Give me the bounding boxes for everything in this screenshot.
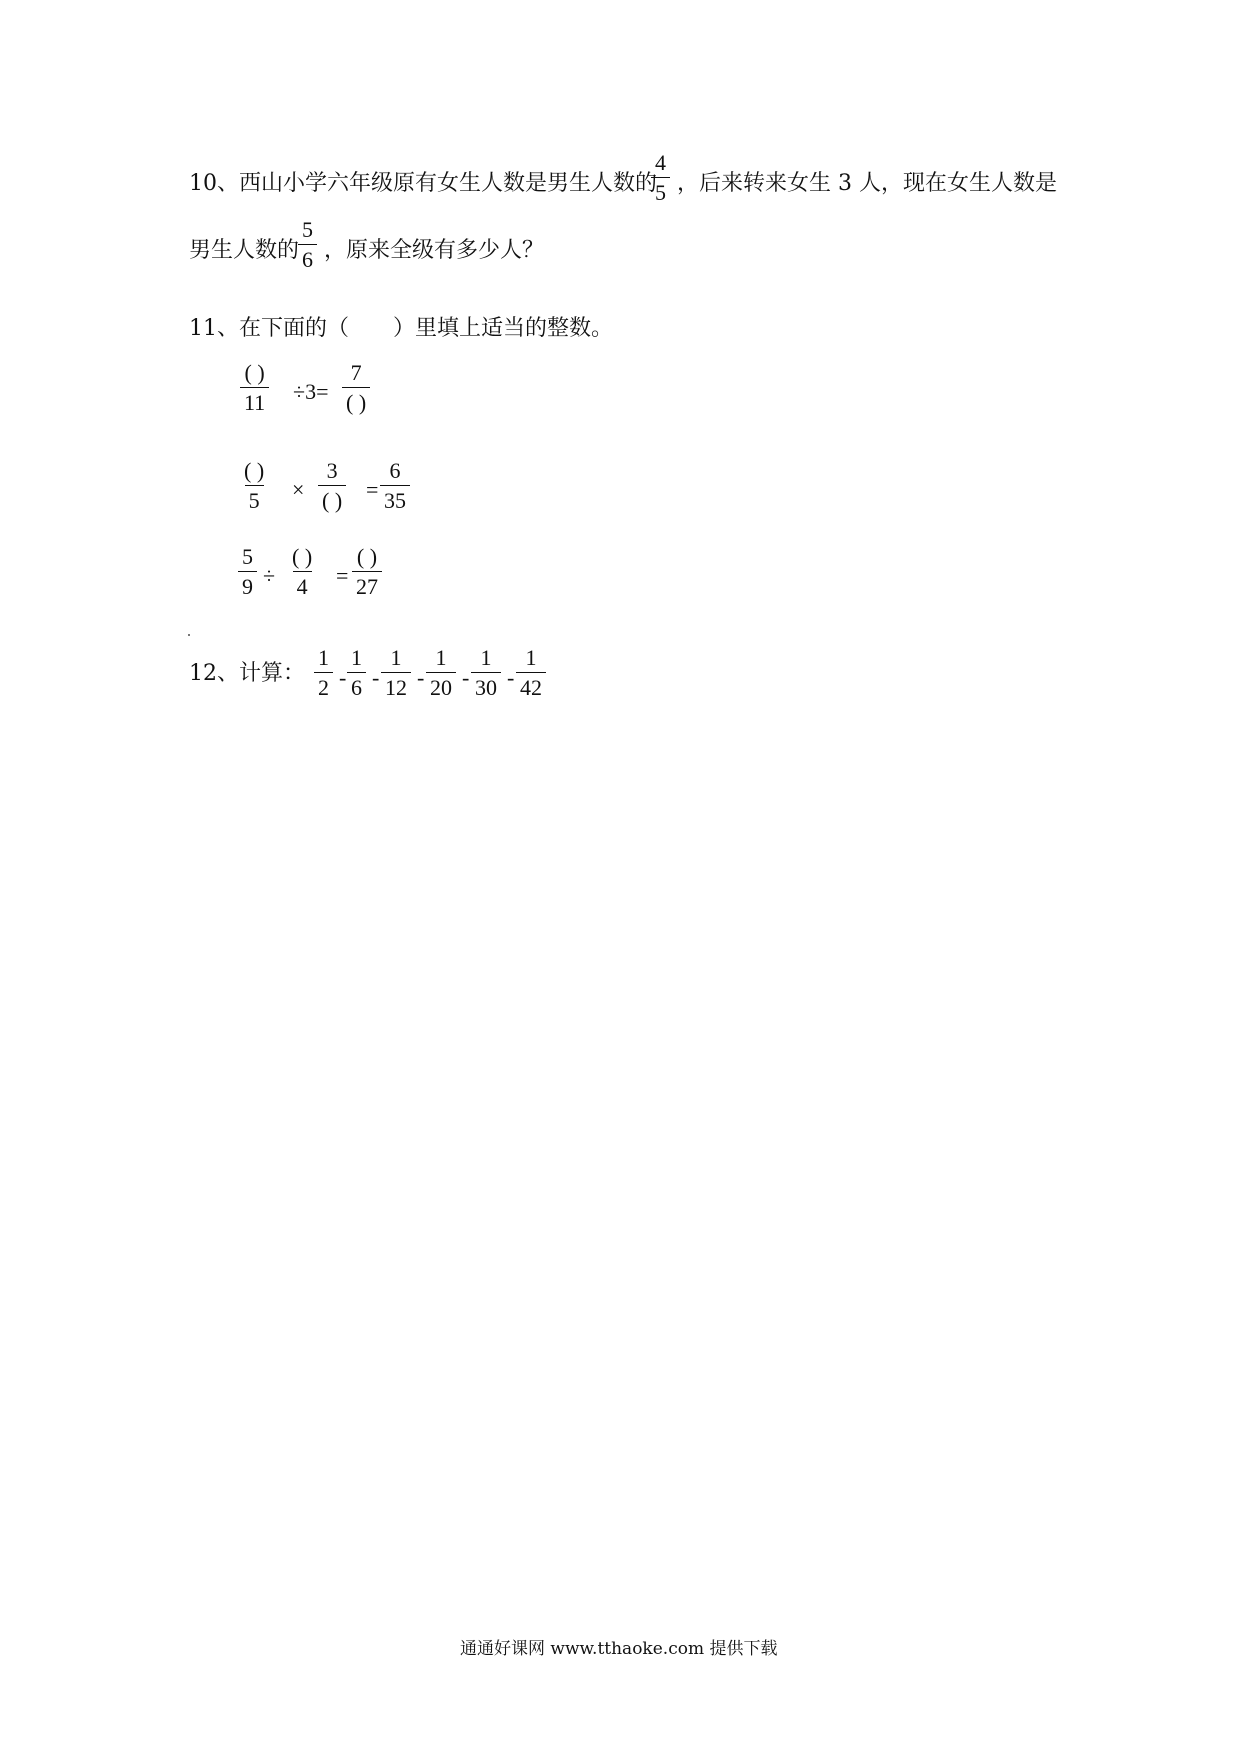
fraction-denominator: 35 [380, 485, 410, 512]
q12-minus-2: - [372, 665, 380, 690]
q11-eq3-operator-2: = [336, 563, 349, 588]
fraction-denominator: 2 [314, 672, 333, 699]
fraction-numerator: 1 [525, 645, 537, 670]
q11-eq2-operator-2: = [366, 477, 379, 502]
q10-fraction-5-6 [298, 219, 317, 271]
fraction-numerator: ( ) [292, 544, 313, 569]
q11-eq1-operator: ÷3= [293, 379, 329, 404]
q10-line1-text-cont: ，后来转来女生 3 人，现在女生人数是 [677, 171, 1057, 196]
fraction-denominator: 27 [352, 571, 382, 598]
scan-speck [188, 634, 190, 636]
fraction-numerator: 5 [242, 544, 253, 569]
q12-fraction-3 [381, 647, 411, 699]
fraction-denominator: 30 [471, 672, 501, 699]
fraction-numerator: 7 [350, 360, 362, 385]
q10-line2-text-cont: ，原来全级有多少人？ [324, 238, 545, 263]
q11-eq3-fraction-2 [288, 546, 316, 598]
fraction-denominator: 9 [238, 571, 257, 598]
fraction-numerator: 5 [302, 217, 313, 242]
q11-eq3-fraction-1 [238, 546, 257, 598]
fraction-denominator: 6 [298, 244, 317, 271]
q12-minus-1: - [339, 665, 347, 690]
fraction-denominator: 11 [240, 387, 269, 414]
q11-eq1-fraction-1 [240, 362, 269, 414]
q12-fraction-6 [516, 647, 546, 699]
q12-fraction-5 [471, 647, 501, 699]
fraction-numerator: 1 [390, 645, 402, 670]
q12-minus-5: - [507, 665, 515, 690]
fraction-numerator: ( ) [356, 544, 378, 569]
q12-prompt: 12、计算： [189, 661, 305, 686]
page-footer: 通通好课网 www.tthaoke.com 提供下载 [460, 1639, 778, 1659]
fraction-numerator: 3 [326, 458, 338, 483]
fraction-denominator: ( ) [342, 387, 370, 414]
fraction-numerator: ( ) [244, 360, 265, 385]
q10-fraction-4-5 [651, 152, 670, 204]
fraction-numerator: 6 [389, 458, 401, 483]
fraction-numerator: 1 [351, 645, 362, 670]
fraction-denominator: 4 [293, 571, 312, 598]
q11-eq2-fraction-1 [240, 460, 268, 512]
q10-line1-text: 10、西山小学六年级原有女生人数是男生人数的 [189, 171, 657, 196]
fraction-denominator: 6 [347, 672, 366, 699]
q11-eq3-operator-1: ÷ [263, 563, 276, 588]
fraction-denominator: 12 [381, 672, 411, 699]
q11-eq1-fraction-2 [342, 362, 370, 414]
q11-eq3-fraction-3 [352, 546, 382, 598]
fraction-numerator: 4 [655, 150, 666, 175]
fraction-numerator: 1 [435, 645, 447, 670]
fraction-denominator: 20 [426, 672, 456, 699]
q11-eq2-operator-1: × [292, 477, 305, 502]
q12-minus-4: - [462, 665, 470, 690]
fraction-denominator: 5 [651, 177, 670, 204]
q10-line2-text: 男生人数的 [189, 238, 300, 263]
fraction-numerator: 1 [318, 645, 329, 670]
fraction-numerator: ( ) [244, 458, 265, 483]
fraction-numerator: 1 [480, 645, 492, 670]
fraction-denominator: 5 [245, 485, 264, 512]
fraction-denominator: 42 [516, 672, 546, 699]
q12-minus-3: - [417, 665, 425, 690]
q12-fraction-2 [347, 647, 366, 699]
q12-fraction-1 [314, 647, 333, 699]
q11-eq2-fraction-3 [380, 460, 410, 512]
q12-fraction-4 [426, 647, 456, 699]
fraction-denominator: ( ) [318, 485, 346, 512]
q11-prompt: 11、在下面的（ ）里填上适当的整数。 [189, 316, 613, 341]
q11-eq2-fraction-2 [318, 460, 346, 512]
